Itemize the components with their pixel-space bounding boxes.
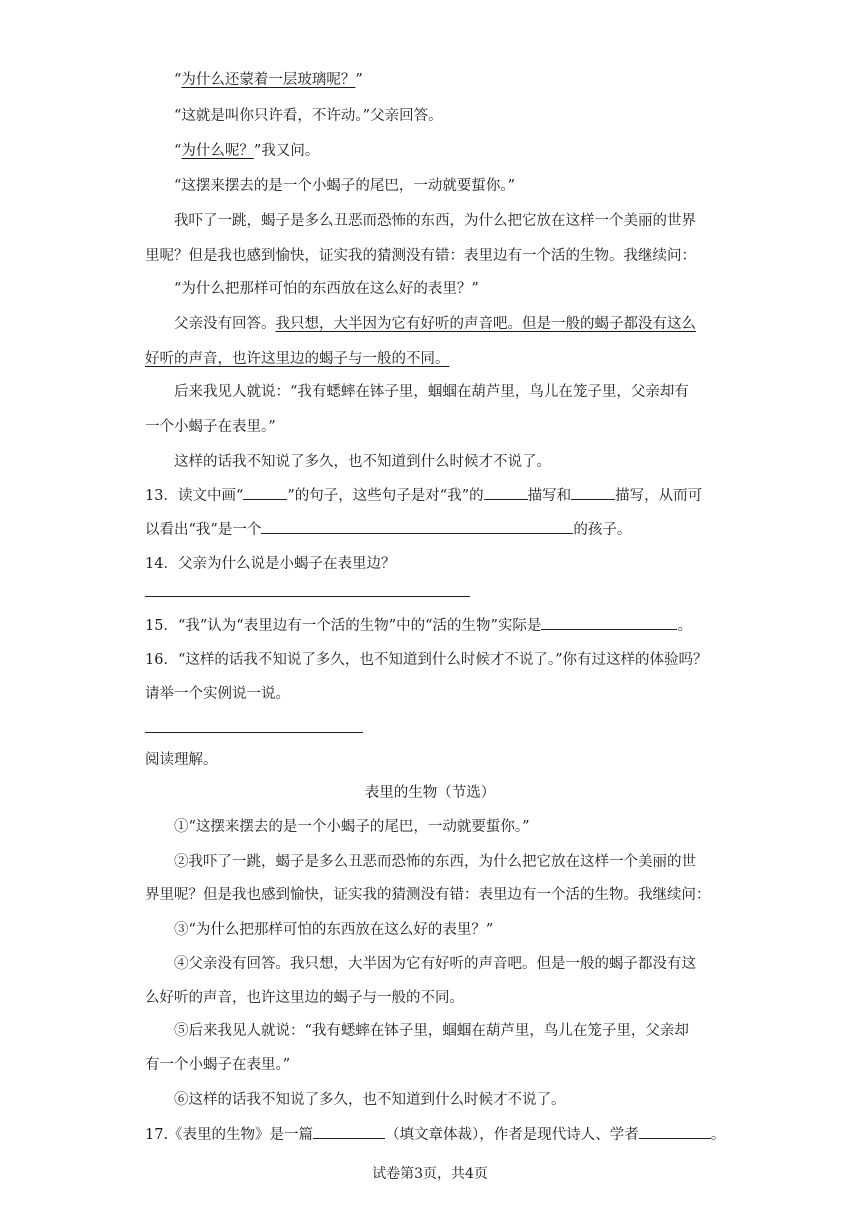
passage-line: “这摆来摆去的是一个小蝎子的尾巴，一动就要蜇你。” xyxy=(174,178,516,194)
section-heading: 阅读理解。 xyxy=(145,752,218,768)
underlined-sentence: 我只想，大半因为它有好听的声音吧。但是一般的蝎子都没有这么 xyxy=(275,316,696,332)
passage-line: “为什么把那样可怕的东西放在这么好的表里？” xyxy=(174,281,479,297)
answer-blank[interactable] xyxy=(484,485,528,500)
passage-line: 后来我见人就说：“我有蟋蟀在钵子里，蝈蝈在葫芦里，鸟儿在笼子里，父亲却有 xyxy=(174,384,689,400)
question-13: 13．读文中画“ ”的句子，这些句子是对“我”的 描写和 描写，从而可 xyxy=(145,485,702,506)
passage-line: “为什么还蒙着一层玻璃呢？” xyxy=(174,72,363,88)
answer-blank[interactable] xyxy=(571,485,615,500)
paragraph-4: ④父亲没有回答。我只想，大半因为它有好听的声音吧。但是一般的蝎子都没有这 xyxy=(174,956,696,972)
question-16-cont: 请举一个实例说一说。 xyxy=(145,686,290,702)
answer-line[interactable] xyxy=(145,732,363,733)
paragraph-5-cont: 有一个小蝎子在表里。” xyxy=(145,1057,291,1073)
paragraph-2-cont: 界里呢？但是我也感到愉快，证实我的猜测没有错：表里边有一个活的生物。我继续问： xyxy=(145,887,711,903)
passage-line xyxy=(145,349,450,369)
question-13-cont: 以看出“我”是一个 的孩子。 xyxy=(145,519,631,540)
passage-title: 表里的生物（节选） xyxy=(364,785,496,801)
underlined-sentence: 为什么还蒙着一层玻璃呢？ xyxy=(181,72,356,88)
passage-line: 一个小蝎子在表里。” xyxy=(145,419,276,435)
passage-line: 父亲没有回答。我只想，大半因为它有好听的声音吧。但是一般的蝎子都没有这么 xyxy=(174,316,696,332)
answer-line[interactable] xyxy=(145,596,470,597)
paragraph-4-cont: 么好听的声音，也许这里边的蝎子与一般的不同。 xyxy=(145,990,464,1006)
paragraph-6: ⑥这样的话我不知说了多久，也不知道到什么时候才不说了。 xyxy=(174,1092,566,1108)
passage-line: “为什么呢？”我又问。 xyxy=(174,143,320,159)
answer-blank[interactable] xyxy=(243,485,287,500)
paragraph-2: ②我吓了一跳，蝎子是多么丑恶而恐怖的东西，为什么把它放在这样一个美丽的世 xyxy=(174,854,696,870)
question-14: 14．父亲为什么说是小蝎子在表里边？ xyxy=(145,556,396,572)
answer-blank[interactable] xyxy=(313,1124,385,1139)
paragraph-5: ⑤后来我见人就说：“我有蟋蟀在钵子里，蝈蝈在葫芦里，鸟儿在笼子里，父亲却 xyxy=(174,1023,689,1039)
paragraph-1: ①“这摆来摆去的是一个小蝎子的尾巴，一动就要蜇你。” xyxy=(174,819,530,835)
passage-line: “这就是叫你只许看，不许动。”父亲回答。 xyxy=(174,108,443,124)
answer-blank[interactable] xyxy=(541,615,677,630)
answer-blank[interactable] xyxy=(261,519,573,534)
underlined-sentence: 好听的声音，也许这里边的蝎子与一般的不同。 xyxy=(145,351,450,367)
passage-line: 这样的话我不知说了多久，也不知道到什么时候才不说了。 xyxy=(174,454,551,470)
paragraph-3: ③“为什么把那样可怕的东西放在这么好的表里？” xyxy=(174,922,494,938)
underlined-sentence: 为什么呢？ xyxy=(181,143,254,159)
question-15: 15．“我”认为“表里边有一个活的生物”中的“活的生物”实际是 。 xyxy=(145,615,692,636)
page-footer: 试卷第3页，共4页 xyxy=(372,1166,488,1182)
question-16: 16．“这样的话我不知说了多久，也不知道到什么时候才不说了。”你有过这样的体验吗？ xyxy=(145,652,708,668)
question-17: 17.《表里的生物》是一篇 （填文章体裁），作者是现代诗人、学者 。 xyxy=(145,1124,725,1145)
passage-line: 里呢？但是我也感到愉快，证实我的猜测没有错：表里边有一个活的生物。我继续问： xyxy=(145,248,696,264)
answer-blank[interactable] xyxy=(639,1124,711,1139)
passage-line: 我吓了一跳，蝎子是多么丑恶而恐怖的东西，为什么把它放在这样一个美丽的世界 xyxy=(174,213,696,229)
